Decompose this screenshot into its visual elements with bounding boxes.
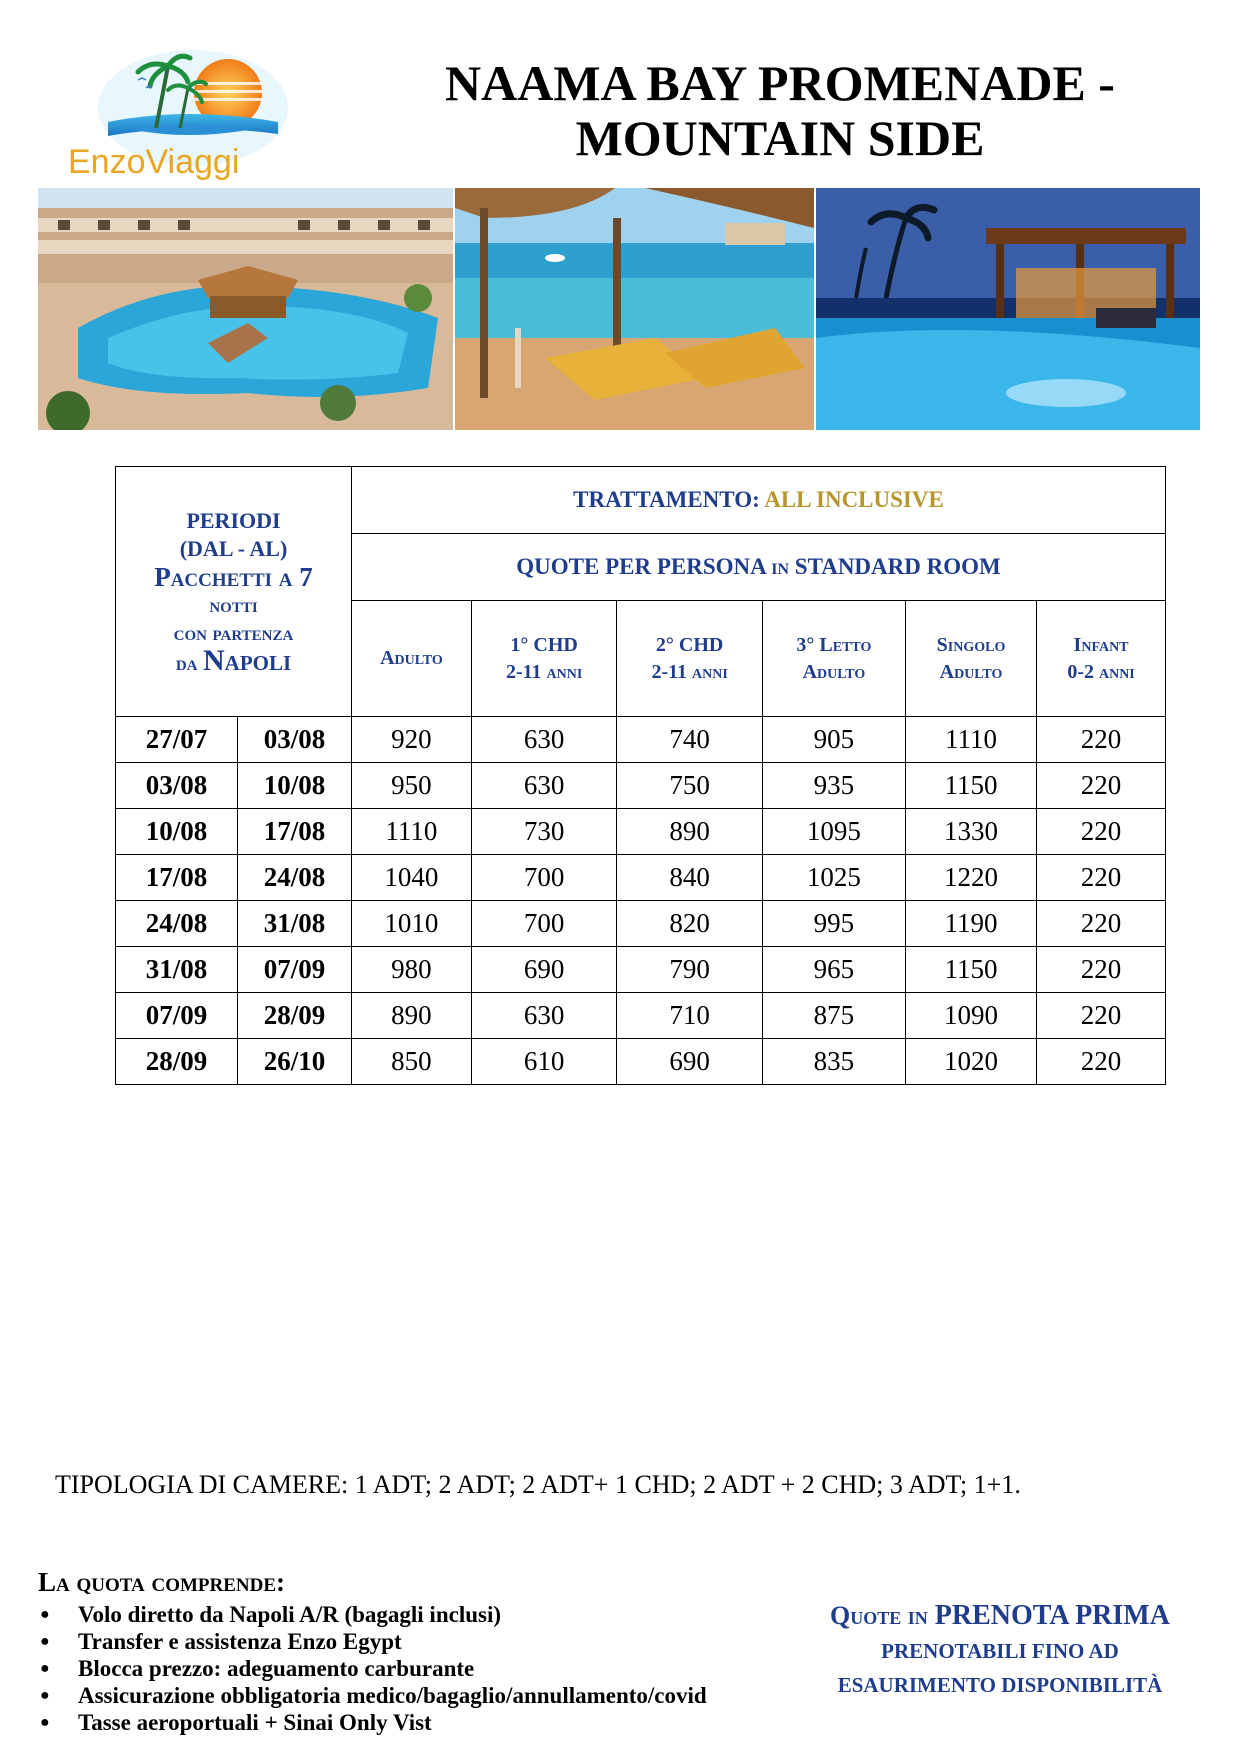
comprende-title: La quota comprende: [38, 1567, 286, 1597]
price-cell: 630 [471, 763, 617, 809]
list-item [38, 1628, 798, 1655]
photo-strip [38, 188, 1200, 430]
price-cell: 220 [1037, 809, 1166, 855]
col-header-sub: 2-11 anni [651, 660, 728, 683]
price-cell: 965 [762, 947, 905, 993]
list-item [38, 1709, 798, 1736]
price-cell: 1190 [905, 901, 1036, 947]
price-table [115, 466, 1166, 1085]
col-header-sub: Adulto [939, 660, 1003, 683]
price-cell: 220 [1037, 717, 1166, 763]
price-cell: 920 [352, 717, 472, 763]
periodi-line-6-prefix: da [175, 649, 203, 675]
date-to-cell: 10/08 [238, 763, 352, 809]
periodi-header [116, 467, 352, 717]
prenota-line-2: PRENOTABILI FINO AD [881, 1639, 1119, 1663]
price-cell: 700 [471, 901, 617, 947]
quote-label-c: STANDARD ROOM [789, 554, 1001, 579]
price-cell: 1150 [905, 763, 1036, 809]
col-header-sub: 0-2 anni [1067, 660, 1135, 683]
price-cell: 950 [352, 763, 472, 809]
price-cell: 740 [617, 717, 763, 763]
periodi-line-5: con partenza [173, 619, 294, 645]
prenota-line-3: ESAURIMENTO DISPONIBILITÀ [837, 1673, 1163, 1697]
logo-text: EnzoViaggi [68, 143, 240, 181]
col-header-chd1 [471, 601, 617, 717]
price-cell: 700 [471, 855, 617, 901]
price-cell: 835 [762, 1039, 905, 1085]
price-cell: 1095 [762, 809, 905, 855]
col-header-sub: Adulto [802, 660, 866, 683]
price-cell: 750 [617, 763, 763, 809]
price-cell: 850 [352, 1039, 472, 1085]
table-row [116, 901, 1166, 947]
table-row [116, 717, 1166, 763]
periodi-line-4: notti [209, 591, 258, 617]
night-pool-bar-photo [816, 188, 1200, 430]
periodi-line-3: Pacchetti a 7 [154, 561, 313, 592]
price-cell: 790 [617, 947, 763, 993]
table-row [116, 947, 1166, 993]
date-from-cell: 28/09 [116, 1039, 238, 1085]
price-cell: 220 [1037, 763, 1166, 809]
col-header-label: Adulto [380, 647, 443, 669]
price-cell: 1110 [352, 809, 472, 855]
quote-label-b: in [771, 554, 790, 579]
date-to-cell: 28/09 [238, 993, 352, 1039]
date-from-cell: 24/08 [116, 901, 238, 947]
bullet-icon: ● [40, 1687, 50, 1704]
trattamento-header [352, 467, 1166, 534]
price-cell: 890 [617, 809, 763, 855]
date-to-cell: 31/08 [238, 901, 352, 947]
table-row [116, 809, 1166, 855]
col-header-terzo-letto [762, 601, 905, 717]
list-item [38, 1655, 798, 1682]
periodi-line-6 [120, 643, 347, 677]
col-header-sub: 2-11 anni [505, 660, 583, 683]
price-cell: 220 [1037, 901, 1166, 947]
quote-label-a: QUOTE PER PERSONA [516, 554, 772, 579]
list-item [38, 1601, 798, 1628]
prenota-prima-note [790, 1598, 1210, 1702]
hotel-pool-photo [38, 188, 453, 430]
price-rows [116, 717, 1166, 1085]
price-cell: 1090 [905, 993, 1036, 1039]
date-from-cell: 03/08 [116, 763, 238, 809]
price-cell: 630 [471, 993, 617, 1039]
price-cell: 220 [1037, 947, 1166, 993]
price-cell: 220 [1037, 855, 1166, 901]
bullet-icon: ● [40, 1660, 50, 1677]
price-cell: 1020 [905, 1039, 1036, 1085]
trattamento-label: TRATTAMENTO: [573, 487, 765, 512]
price-cell: 1330 [905, 809, 1036, 855]
price-cell: 820 [617, 901, 763, 947]
list-item-text: Blocca prezzo: adeguamento carburante [78, 1656, 475, 1681]
list-item-text: Transfer e assistenza Enzo Egypt [78, 1629, 402, 1654]
col-header-singolo [905, 601, 1036, 717]
price-cell: 1040 [352, 855, 472, 901]
table-row [116, 855, 1166, 901]
title-line-1: NAAMA BAY PROMENADE - [445, 55, 1115, 111]
trattamento-value: ALL INCLUSIVE [764, 487, 944, 512]
col-header-label: Singolo [936, 633, 1006, 656]
table-row [116, 993, 1166, 1039]
price-cell: 710 [617, 993, 763, 1039]
price-cell: 730 [471, 809, 617, 855]
list-item-text: Tasse aeroportuali + Sinai Only Vist [78, 1710, 432, 1735]
prenota-line-1 [790, 1598, 1210, 1634]
price-cell: 690 [617, 1039, 763, 1085]
table-row [116, 1039, 1166, 1085]
price-cell: 995 [762, 901, 905, 947]
col-header-chd2 [617, 601, 763, 717]
comprende-list [38, 1601, 798, 1736]
price-cell: 980 [352, 947, 472, 993]
logo-graphic [38, 38, 340, 182]
date-from-cell: 17/08 [116, 855, 238, 901]
date-from-cell: 27/07 [116, 717, 238, 763]
col-header-label: 3° Letto [796, 633, 872, 656]
prenota-line-1b: PRENOTA PRIMA [927, 1600, 1170, 1631]
price-cell: 1220 [905, 855, 1036, 901]
col-header-label: Infant [1073, 633, 1129, 656]
list-item [38, 1682, 798, 1709]
price-cell: 220 [1037, 1039, 1166, 1085]
date-to-cell: 17/08 [238, 809, 352, 855]
title-line-2: MOUNTAIN SIDE [575, 110, 985, 166]
price-cell: 905 [762, 717, 905, 763]
list-item-text: Assicurazione obbligatoria medico/bagaglio/annullamento/covid [78, 1683, 707, 1708]
room-typology: TIPOLOGIA DI CAMERE: 1 ADT; 2 ADT; 2 ADT+ 1 CHD; 2 ADT + 2 CHD; 3 ADT; 1+1. [55, 1470, 1021, 1499]
periodi-line-2: (DAL - AL) [179, 535, 288, 561]
date-to-cell: 24/08 [238, 855, 352, 901]
periodi-city: Napoli [203, 643, 292, 677]
price-cell: 840 [617, 855, 763, 901]
enzoviaggi-logo [38, 38, 340, 182]
date-to-cell: 07/09 [238, 947, 352, 993]
page-title [360, 56, 1200, 166]
col-header-label: 2° CHD [655, 633, 724, 656]
date-from-cell: 07/09 [116, 993, 238, 1039]
table-row [116, 763, 1166, 809]
date-from-cell: 31/08 [116, 947, 238, 993]
bullet-icon: ● [40, 1606, 50, 1623]
price-cell: 220 [1037, 993, 1166, 1039]
price-cell: 610 [471, 1039, 617, 1085]
price-cell: 935 [762, 763, 905, 809]
date-to-cell: 03/08 [238, 717, 352, 763]
prenota-line-1a: Quote in [830, 1601, 928, 1630]
quota-comprende [38, 1565, 798, 1736]
price-cell: 875 [762, 993, 905, 1039]
quote-header [352, 534, 1166, 601]
date-from-cell: 10/08 [116, 809, 238, 855]
col-header-label: 1° CHD [510, 633, 578, 656]
price-cell: 630 [471, 717, 617, 763]
price-cell: 1025 [762, 855, 905, 901]
date-to-cell: 26/10 [238, 1039, 352, 1085]
price-cell: 1150 [905, 947, 1036, 993]
bullet-icon: ● [40, 1633, 50, 1650]
list-item-text: Volo diretto da Napoli A/R (bagagli inclusi) [78, 1602, 502, 1627]
col-header-infant [1037, 601, 1166, 717]
price-cell: 1110 [905, 717, 1036, 763]
beach-umbrella-photo [455, 188, 814, 430]
price-cell: 890 [352, 993, 472, 1039]
col-header-adulto [352, 601, 472, 717]
price-cell: 690 [471, 947, 617, 993]
price-cell: 1010 [352, 901, 472, 947]
bullet-icon: ● [40, 1714, 50, 1731]
periodi-line-1: PERIODI [186, 507, 281, 533]
